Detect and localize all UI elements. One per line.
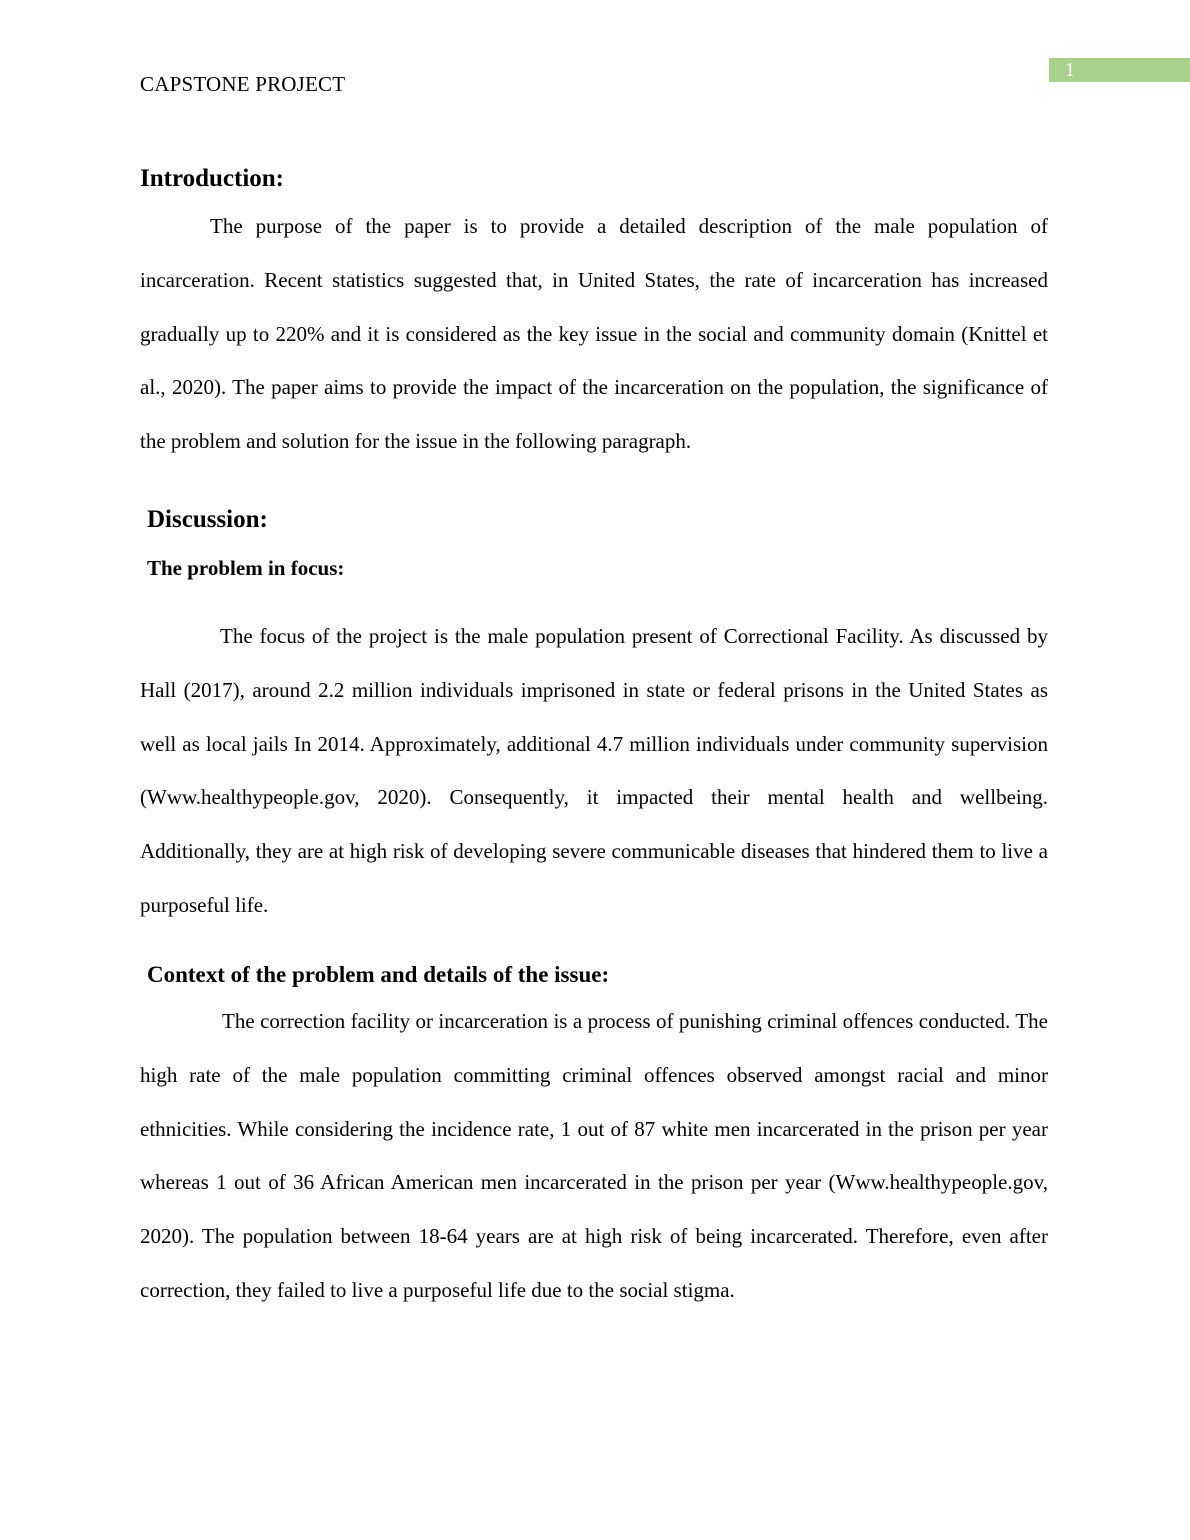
introduction-heading: Introduction: (140, 165, 285, 192)
problem-in-focus-heading: The problem in focus: (147, 556, 345, 580)
discussion-heading: Discussion: (147, 506, 268, 533)
context-heading: Context of the problem and details of the issue: (147, 962, 610, 987)
problem-in-focus-paragraph: The focus of the project is the male population present of Correctional Facility. As discussed by Hall (2017), around 2.2 million individuals imprisoned in state or federal prisons in the United States as well as local jails In 2014. Approximately, additional 4.7 million individuals under community supervision (Www.healthypeople.gov, 2020). Consequently, it impacted their mental health and wellbeing. Additionally, they are at high risk of developing severe communicable diseases that hindered them to live a purposeful life. (140, 624, 1048, 917)
page-number: 1 (1065, 59, 1075, 81)
page-number-box (1049, 58, 1190, 82)
running-head: CAPSTONE PROJECT (140, 72, 346, 96)
introduction-paragraph: The purpose of the paper is to provide a detailed description of the male population of incarceration. Recent statistics suggested that, in United States, the rate of incarceration has increased gradually up to 220% and it is considered as the key issue in the social and community domain (Knittel et al., 2020). The paper aims to provide the impact of the incarceration on the population, the significance of the problem and solution for the issue in the following paragraph. (140, 214, 1048, 454)
context-paragraph: The correction facility or incarceration is a process of punishing criminal offences conducted. The high rate of the male population committing criminal offences observed amongst racial and minor ethnicities. While considering the incidence rate, 1 out of 87 white men incarcerated in the prison per year whereas 1 out of 36 African American men incarcerated in the prison per year (Www.healthypeople.gov, 2020). The population between 18-64 years are at high risk of being incarcerated. Therefore, even after correction, they failed to live a purposeful life due to the social stigma. (140, 1009, 1048, 1302)
